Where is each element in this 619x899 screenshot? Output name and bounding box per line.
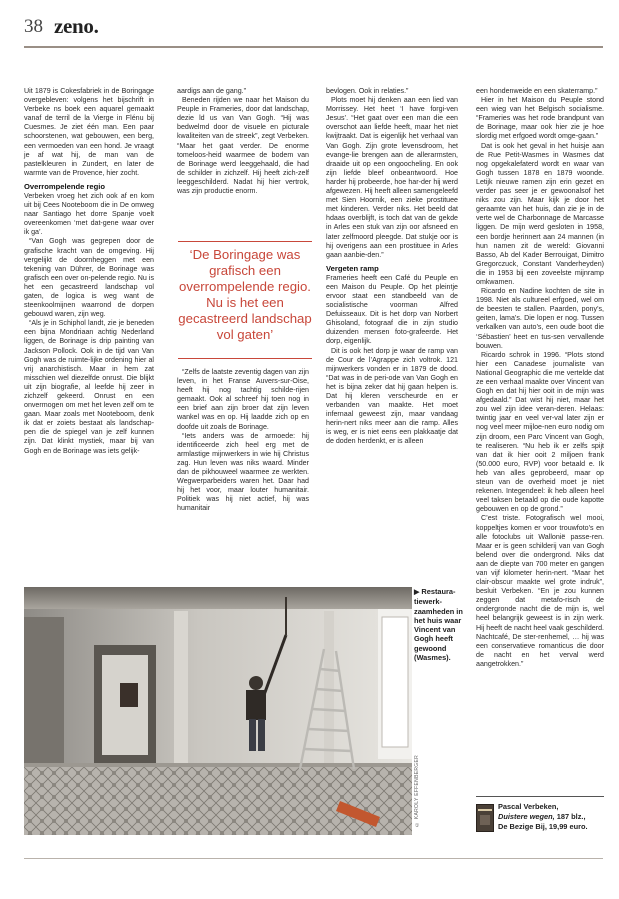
paragraph: Uit 1879 is Cokesfabriek in de Boringage overgebleven: volgens het bijschrift in Verbeke ns boek een aquarel gemaakt vanaf de terril de la Vierge in Flénu bij Cuesmes. Je ziet één man. Een paar schoorstenen, wat gebouwen, een berg, een vermoeden van een hond. Je vraagt je af wat hij, de man van de pastelkleuren in Zundert, en later de warmte van de Provence, hier zocht. bbox=[24, 87, 154, 177]
section-heading: Overrompelende regio bbox=[24, 181, 106, 191]
paragraph: Dat is ook het geval in het huisje aan de Rue Petit-Wasmes in Wasmes dat nog opgekalefaterd wordt en waar van Gogh tussen 1878 en 1879 woonde. Letijk nieuwe ramen zijn erin gezet en verder pas seer je er gewoonalsof het niks zou zijn. Maar kijk je door het geraamte van het huis, dan zie je in de verte wel de Charbonnage de Marcasse liggen. De mijn werd gesloten in 1958, een bordje herinnert aan 24 mannen (in hun namen zit de wereld: Giovanni Basso, Ab del Kader Berrouigat, Dimitro Gregorczuck, Constant Vanderheyden) die in 1953 bij een zoveelste mijnramp omkwamen. bbox=[476, 141, 604, 286]
photo-credit: © KAROLY EFFENBERGER bbox=[414, 755, 420, 828]
paragraph: “Als je in Schiphol landt, zie je beneden een bijna Mondriaan achtig Nederland liggen, de Borinage is drip painting van Jackson Pollock. Ook in de tijd van Van Gogh was de ruimte-lijke ordening hier al vrij anarchistisch. Maar in hem zat misschien wel diezelfde onrust. Die blijkt uit zijn biografie, al leefde hij zeer in zichzelf gekeerd. Onrust en een onvermogen om met het leven zelf om te gaan. Maar zoals met Nooteboom, denk ik dat er zoiets bestaat als landschap-pen die de spiegel van je zelf kunnen zijn. Dat klinkt mystiek, maar bij van Gogh en de Borinage was iets gelijk- bbox=[24, 319, 154, 455]
paragraph: bevlogen. Ook in relaties.” bbox=[326, 87, 409, 95]
header-rule bbox=[24, 46, 603, 48]
paragraph: Plots moet hij denken aan een lied van Morrissey. Het heet ‘I have forgi-ven Jesus’. “Het gaat over een man die een overschot aan liefde heeft, maar het niet kwijtraakt. Dat is eigenlijk het verhaal van Van Gogh. Zijn grote levensdroom, het evange-lie brengen aan de allerarmsten, draaide uit op een ongoocheling. En ook zijn liefde bleef onbeantwoord. Hoe harder hij probeerde, hoe har-der hij werd afgewezen. Hij heeft alleen samengeleefd met Sien Hoornik, een zieke prostituee met kinderen. Verder niks. Het beeld dat hdaas overblijft, is toch dat van de gekde in Arles een stuk van zijn oor afsneed en later zelfmoord pleegde. Dat stukje oor is hij overigens aan een prostituee in Arles gaan aanbie-den.” bbox=[326, 96, 458, 259]
book-cover-icon bbox=[476, 804, 494, 832]
column-4 bbox=[476, 87, 604, 669]
book-details bbox=[498, 802, 608, 832]
paragraph: Beneden rijden we naar het Maison du Peuple in Frameries, door dat landschap, dezie ld us van Van Gogh. “Hij was bedwelmd door de visuele en picturale kwaliteiten van de streek”, zegt Verbeken. “Maar het gaat verder. De enorme tomeloos-heid waarmee de bodem van de Borinage werd leeggehaald, die had de schilder in zichzelf. Hij heeft zich-zelf leeggeschilderd. Nadat hij hier vertrok, was zijn productie enorm. bbox=[177, 96, 309, 196]
paragraph: Ricardo schrok in 1996. “Plots stond hier een Canadese journaliste van National Geographic die me vertelde dat ze een verhaal maakte over Vincent van Gogh en dat hij hier ooit in de mijn was afgedaald.” Dat wist hij niet, maar het zou wel zijn idee veran-deren. Helaas: twintig jaar en veel ver-val later zijn er nog veel meer mijloe-nen euro nodig om zijn droom, een Parc Vincent van Gogh, te realiseren. “Nu heb ik er zelfs spijt van dat ik hier ooit 2 miljoen frank (50.000 euro, RVP) voor betaald e. Ik heb van alles geprobeerd, maar op steun van de overheid moet je niet rekenen. Integendeel: ik heb alleen heel veel taksen betaald op die oude kapotte gebouwen en op de grond.” bbox=[476, 350, 604, 514]
footer-rule bbox=[24, 858, 603, 859]
pull-quote: ‘De Boringage was grafisch een overrompelende regio. Nu is het een gecastreerd landschap vol gaten’ bbox=[178, 247, 312, 342]
paragraph: Verbeken vroeg het zich ook af en kom uit bij Cees Nooteboom die in De omweg naar Santiago het dorre Spanje voelt overeenkomen ‘met dat-gene waar over ik ga’. bbox=[24, 191, 154, 237]
section-heading: Vergeten ramp bbox=[326, 263, 379, 273]
book-title: Duistere wegen, bbox=[498, 812, 555, 821]
caption-text: Restaura-tiewerk-zaamheden in het huis waar Vincent van Gogh heeft gewoond (Wasmes). bbox=[414, 587, 463, 663]
paragraph: Frameries heeft een Café du Peuple en een Maison du Peuple. Op het pleintje ervoor staat een standbeeld van de socialistische voorman Alfred Defuisseaux. Dit is het dorp van Norbert Ghisoland, fotograaf die in zijn studio duizenden mensen foto-grafeerde. Het dorp, eigenlijk. bbox=[326, 273, 458, 346]
paragraph: Dit is ook het dorp je waar de ramp van de Cour de l’Agrappe zich voltrok. 121 mijnwerkers vonden er in 1879 de dood. “Dat was in de peri-ode van Van Gogh en het is bijna zeker dat hij gaan helpen is. Dat hij kleren verscheurde en er verbanden van maakte. Het moet infernaal geweest zijn, maar vandaag herin-nert niks meer aan die ramp. Alles is weg, er is niet eens een plakkaatje dat de doden herdenkt, er is alleen bbox=[326, 346, 458, 446]
column-2 bbox=[177, 87, 309, 196]
caption-arrow-icon: ▶ bbox=[414, 589, 420, 596]
quote-rule-bottom bbox=[178, 358, 312, 359]
column-1 bbox=[24, 87, 154, 456]
column-2-continued bbox=[177, 368, 309, 514]
paragraph: Hier in het Maison du Peuple stond een wieg van het Belgisch socialisme. “Frameries was het rode brandpunt van de Borinage, maar ook hier zie je hoe slordig met erfgoed wordt omge-gaan.” bbox=[476, 96, 604, 141]
quote-rule-top bbox=[178, 241, 312, 242]
book-author: Pascal Verbeken, bbox=[498, 802, 559, 811]
book-pages: 187 blz., bbox=[554, 812, 586, 821]
paragraph: “Van Gogh was gegrepen door de grafische kracht van de omgeving. Hij vergelijkt de doornheggen met een tekening van Dührer, de Borinage was grafisch een over on-pelende regio. Nu is het een gecastreerd landschap vol gaten, de logica is weg want de steenkoolmijnen waarrond de dorpen gebouwd waren, zijn weg. bbox=[24, 237, 154, 319]
photo-restoration-interior bbox=[24, 587, 412, 835]
paragraph: Ricardo en Nadine kochten de site in 1998. Niet als cultureel erfgoed, wel om de beesten te stallen. Paarden, pony’s, geiten, lama’s. Die lopen er nog. Tussen verkalken van auto’s, een oude boot die ‘Sébastien’ heet en tus-sen vervallende bouwen. bbox=[476, 287, 604, 350]
paragraph: “Zelfs de laatste zeventig dagen van zijn leven, in het Franse Auvers-sur-Oise, heeft hij nog tachtig schilde-rijen gemaakt. Ook al schreef hij toen nog in een brief aan zijn broer dat zijn leven wankel was en op. Hij laadde zich op en doofde uit zoals de Borinage. bbox=[177, 368, 309, 431]
column-3 bbox=[326, 87, 458, 447]
paragraph: “Iets anders was de armoede: hij identificeerde zich heel erg met de armlastige mijnwerkers in wie hij Christus zag. Hun leven was niks waard. Minder dan de pikhouweel waarmee ze werkten. Wegwerparbeiders waren het. Daar had hij het voor, maar louter humanitair. Politiek was hij niet actief, hij was humanitair bbox=[177, 431, 309, 513]
photo-caption bbox=[414, 587, 470, 662]
paragraph: C’est triste. Fotografisch wel mooi, koppeltjes komen er voor trouwfoto’s en alle fotoclubs uit Wallonië passe-ren. Maar er is geen schilderij van van Gogh belend over die ondergrond. Niks dat aan de diepte van 700 meter en gangen van vijf kilometer herin-nert. “Maar het clair-obscur maakte wel grote indruk”, besluit Verbeken. “En je zou kunnen zeggen dat metafo-risch de ondergronde nacht die de mijn is, wel heel belangrijk geweest is in zijn werk. Hij heeft de nacht heel vaak geschilderd. Nachtcafé, De ster-renhemel, … hij was een conservatieve romanticus die door de nacht en het verval werd aangetrokken.” bbox=[476, 514, 604, 668]
book-publisher: De Bezige Bij, 19,99 euro. bbox=[498, 822, 588, 831]
article-photo bbox=[24, 587, 412, 835]
paragraph: aardigs aan de gang.” bbox=[177, 87, 247, 95]
page-number: 38 bbox=[24, 16, 43, 37]
paragraph: een hondenweide en een skaterramp.” bbox=[476, 87, 598, 95]
brand-logo: zeno. bbox=[54, 14, 99, 38]
book-rule bbox=[476, 796, 604, 797]
